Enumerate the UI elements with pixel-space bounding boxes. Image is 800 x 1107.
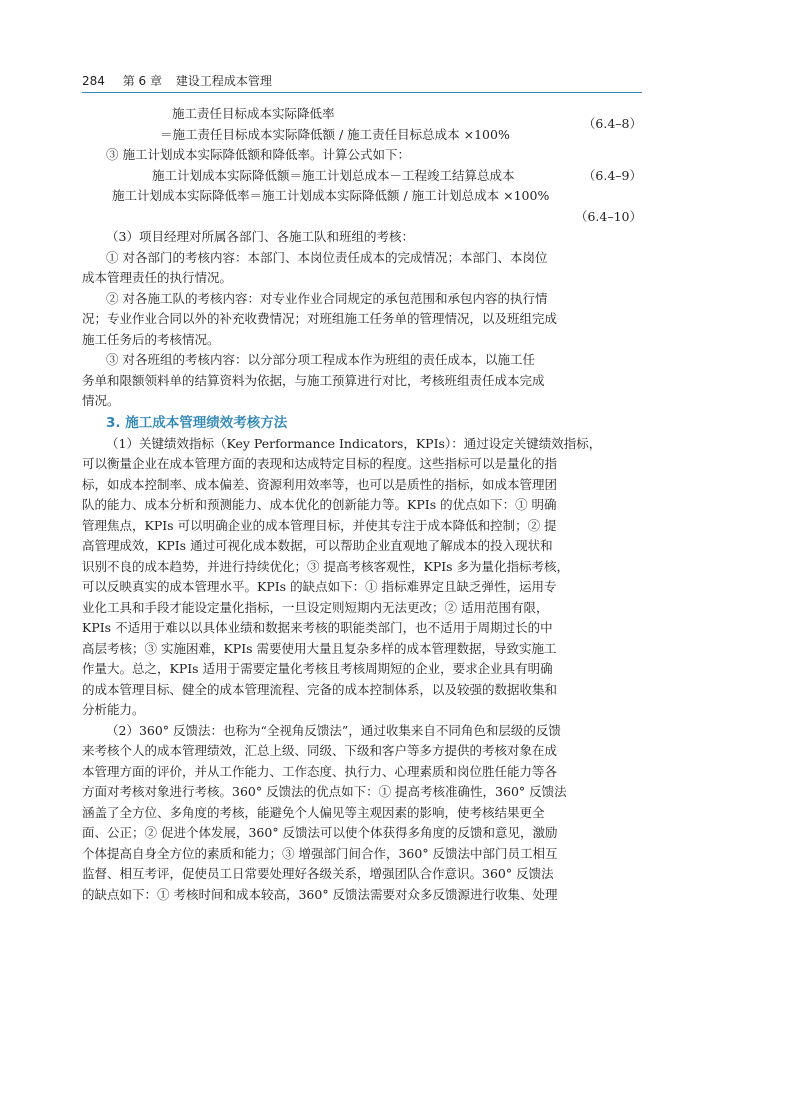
paragraph-line: 来考核个人的成本管理绩效，汇总上级、同级、下级和客户等多方提供的考核对象在成 [82, 743, 558, 758]
page-body [82, 104, 642, 905]
paragraph-line: 涵盖了全方位、多角度的考核，能避免个人偏见等主观因素的影响，使考核结果更全 [82, 804, 545, 820]
equation-line: 施工责任目标成本实际降低率 [172, 106, 335, 121]
paragraph-line: ③ 对各班组的考核内容：以分部分项工程成本作为班组的责任成本，以施工任 [106, 352, 535, 367]
paragraph-line: 队的能力、成本分析和预测能力、成本优化的创新能力等。KPIs 的优点如下：① 明确 [82, 497, 557, 512]
paragraph-line: （2）360° 反馈法：也称为“全视角反馈法”，通过收集来自不同角色和层级的反馈 [106, 722, 561, 738]
paragraph-line: 识别不良的成本趋势，并进行持续优化；③ 提高考核客观性，KPIs 多为量化指标考核， [82, 558, 570, 574]
paragraph-line: 施工任务后的考核情况。 [82, 331, 220, 347]
header-rule [82, 92, 642, 93]
paragraph-line: （3）项目经理对所属各部门、各施工队和班组的考核： [106, 229, 414, 244]
paragraph-line: ② 对各施工队的考核内容：对专业作业合同规定的承包范围和承包内容的执行情 [106, 290, 548, 306]
paragraph-line: 标，如成本控制率、成本偏差、资源利用效率等，也可以是质性的指标，如成本管理团 [82, 476, 558, 492]
paragraph-line: 监督、相互考评，促使员工日常要处理好各级关系，增强团队合作意识。360° 反馈法 [82, 866, 554, 881]
equation-line: 施工计划成本实际降低额＝施工计划总成本－工程竣工结算总成本 [152, 167, 515, 183]
paragraph-line: KPIs 不适用于难以以具体业绩和数据来考核的职能类部门，也不适用于周期过长的中 [82, 620, 553, 635]
paragraph-line: 况；专业作业合同以外的补充收费情况；对班组施工任务单的管理情况，以及班组完成 [82, 311, 558, 326]
paragraph-line: 管理焦点，KPIs 可以明确企业的成本管理目标，并使其专注于成本降低和控制；② 提 [82, 517, 557, 533]
equation-6-4-8 [82, 104, 642, 145]
paragraph-line: 成本管理责任的执行情况。 [82, 270, 233, 285]
chapter-title: 建设工程成本管理 [175, 74, 272, 88]
paragraph-line: 的成本管理目标、健全的成本管理流程、完备的成本控制体系，以及较强的数据收集和 [82, 681, 558, 697]
paragraph-line: （1）关键绩效指标（Key Performance Indicators，KPIs）：通过设定关键绩效指标， [106, 435, 602, 451]
paragraph-line: 业化工具和手段才能设定量化指标，一旦设定则短期内无法更改；② 适用范围有限， [82, 599, 549, 615]
chapter-label: 第 6 章 [122, 74, 162, 88]
list-item: ③ 施工计划成本实际降低额和降低率。计算公式如下： [106, 147, 410, 162]
paragraph-line: 分析能力。 [82, 702, 145, 717]
paragraph-line: 个体提高自身全方位的素质和能力；③ 增强部门间合作，360° 反馈法中部门员工相互 [82, 845, 558, 861]
paragraph-line: 方面对考核对象进行考核。360° 反馈法的优点如下：① 提高考核准确性，360° 反馈法 [82, 784, 567, 799]
paragraph-line: 作量大。总之，KPIs 适用于需要定量化考核且考核周期短的企业，要求企业具有明确 [82, 661, 553, 676]
paragraph-line: 本管理方面的评价，并从工作能力、工作态度、执行力、心理素质和岗位胜任能力等各 [82, 763, 558, 779]
paragraph-line: ① 对各部门的考核内容：本部门、本岗位责任成本的完成情况；本部门、本岗位 [106, 249, 548, 265]
page-number: 284 [82, 74, 105, 88]
paragraph-line: 可以衡量企业在成本管理方面的表现和达成特定目标的程度。这些指标可以是量化的指 [82, 456, 558, 471]
paragraph-line: 情况。 [82, 393, 120, 408]
paragraph-line: 可以反映真实的成本管理水平。KPIs 的缺点如下：① 指标难界定且缺乏弹性，运用专 [82, 579, 557, 594]
paragraph-line: 面、公正；② 促进个体发展，360° 反馈法可以使个体获得多角度的反馈和意见，激励 [82, 825, 558, 840]
equation-6-4-9 [82, 166, 642, 187]
paragraph-line: 高层考核；③ 实施困难，KPIs 需要使用大量且复杂多样的成本管理数据，导致实施工 [82, 640, 557, 656]
equation-number: （6.4–8） [582, 116, 642, 131]
paragraph-line: 高管理成效，KPIs 通过可视化成本数据，可以帮助企业直观地了解成本的投入现状和 [82, 538, 553, 553]
section-heading: 3. 施工成本管理绩效考核方法 [106, 414, 288, 431]
running-header [82, 72, 642, 89]
equation-line: 施工计划成本实际降低率＝施工计划成本实际降低额 / 施工计划总成本 ×100% [112, 188, 550, 203]
equation-line: ＝施工责任目标成本实际降低额 / 施工责任目标总成本 ×100% [160, 126, 510, 142]
paragraph-line: 的缺点如下：① 考核时间和成本较高，360° 反馈法需要对众多反馈源进行收集、处理 [82, 886, 558, 902]
equation-number: （6.4–10） [574, 208, 642, 224]
equation-number: （6.4–9） [582, 167, 642, 183]
paragraph-line: 务单和限额领料单的结算资料为依据，与施工预算进行对比，考核班组责任成本完成 [82, 372, 545, 388]
